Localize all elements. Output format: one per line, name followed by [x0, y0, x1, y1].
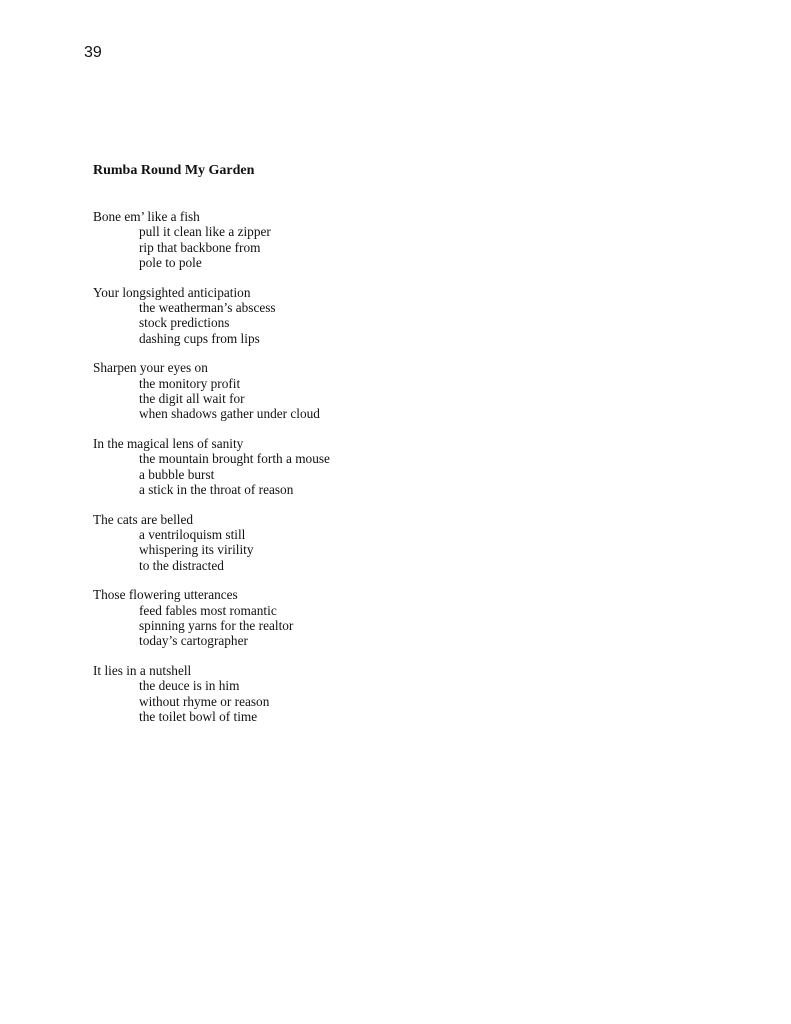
poem-line-indented: the weatherman’s abscess	[139, 299, 276, 315]
poem	[93, 162, 713, 739]
poem-line: Sharpen your eyes on	[93, 360, 208, 376]
poem-line-indented: stock predictions	[139, 315, 230, 331]
poem-line: The cats are belled	[93, 511, 194, 527]
poem-line-indented: rip that backbone from	[139, 239, 261, 255]
poem-line-indented: spinning yarns for the realtor	[139, 618, 294, 634]
page-number: 39	[84, 44, 102, 61]
poem-line-indented: to the distracted	[139, 557, 224, 573]
poem-line: In the magical lens of sanity	[93, 436, 244, 452]
poem-title: Rumba Round My Garden	[93, 163, 255, 178]
poem-line-indented: pole to pole	[139, 254, 202, 270]
poem-line: It lies in a nutshell	[93, 663, 192, 679]
poem-line-indented: the mountain brought forth a mouse	[139, 451, 330, 467]
stanza-4	[93, 436, 713, 497]
poem-line-indented: whispering its virility	[139, 542, 254, 558]
stanza-6	[93, 587, 713, 648]
poem-line: Bone em’ like a fish	[93, 209, 200, 224]
poem-line-indented: feed fables most romantic	[139, 602, 277, 618]
poem-line-indented: the toilet bowl of time	[139, 709, 258, 725]
stanza-7	[93, 663, 713, 724]
poem-line-indented: without rhyme or reason	[139, 693, 270, 709]
poem-line-indented: dashing cups from lips	[139, 330, 260, 346]
poem-line-indented: a stick in the throat of reason	[139, 481, 294, 497]
stanza-3	[93, 360, 713, 421]
poem-line-indented: the digit all wait for	[139, 390, 245, 406]
poem-line-indented: the deuce is in him	[139, 678, 240, 694]
stanza-2	[93, 285, 713, 346]
poem-line-indented: today’s cartographer	[139, 633, 248, 649]
poem-line: Your longsighted anticipation	[93, 284, 251, 300]
poem-line: Those flowering utterances	[93, 587, 238, 603]
poem-line-indented: when shadows gather under cloud	[139, 406, 320, 422]
poem-line-indented: the monitory profit	[139, 375, 241, 391]
stanza-1	[93, 209, 713, 270]
poem-line-indented: pull it clean like a zipper	[139, 224, 271, 240]
poem-line-indented: a bubble burst	[139, 466, 215, 482]
poem-line-indented: a ventriloquism still	[139, 527, 246, 543]
stanza-5	[93, 512, 713, 573]
